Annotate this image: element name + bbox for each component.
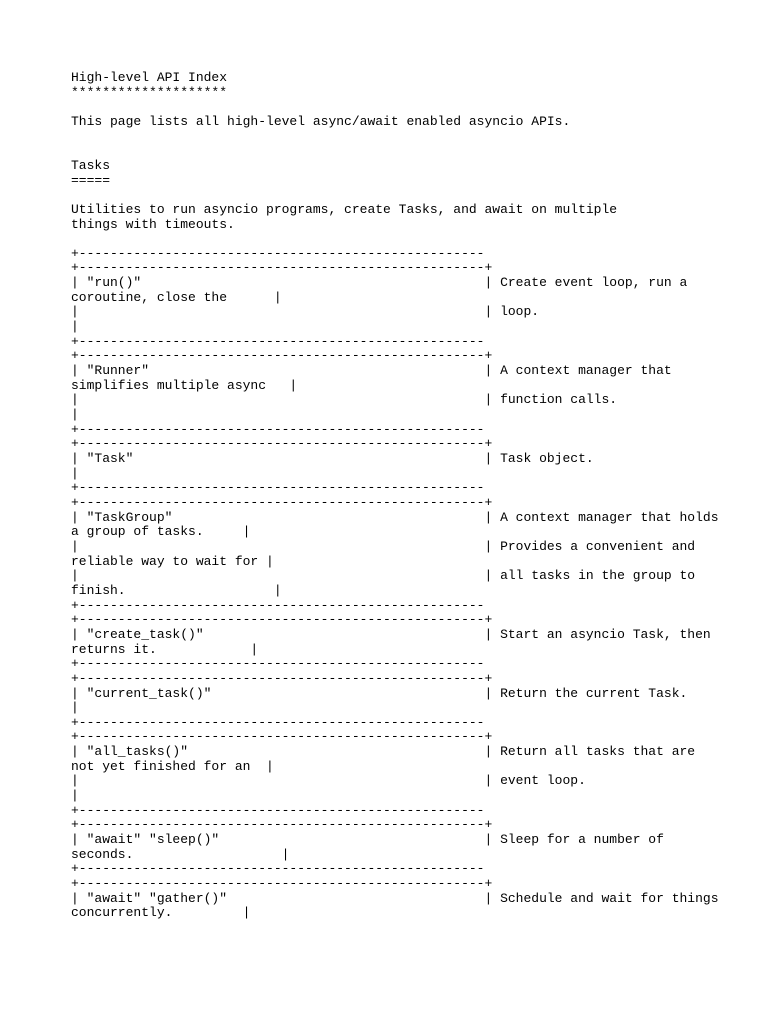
table-line: | — [71, 319, 79, 335]
table-line: simplifies multiple async | — [71, 377, 298, 393]
table-line: | | Provides a convenient and — [71, 538, 696, 554]
table-line: +---------------------------------------------------- — [71, 421, 485, 437]
table-line: reliable way to wait for | — [71, 553, 274, 569]
table-line: | "Task" | Task object. — [71, 451, 594, 466]
table-line: +---------------------------------------------------- — [71, 802, 485, 818]
section-description-line: Utilities to run asyncio programs, create Tasks, and await on multiple — [71, 201, 618, 217]
table-line: | "run()" | Create event loop, run a — [71, 275, 688, 291]
table-line: | | event loop. — [71, 773, 586, 789]
page-title-underline: ******************** — [71, 84, 228, 100]
table-line: +---------------------------------------------------- — [71, 480, 485, 496]
table-line: +----------------------------------------------------+ — [71, 436, 493, 452]
table-line: concurrently. | — [71, 905, 251, 921]
table-line: +---------------------------------------------------- — [71, 714, 485, 730]
table-line: +----------------------------------------------------+ — [71, 494, 493, 510]
table-line: +---------------------------------------------------- — [71, 597, 485, 613]
table-line: +----------------------------------------------------+ — [71, 612, 493, 628]
table-line: +---------------------------------------------------- — [71, 245, 485, 261]
spacer — [71, 188, 731, 203]
table-line: +----------------------------------------------------+ — [71, 817, 493, 833]
table-line: +---------------------------------------------------- — [71, 333, 485, 349]
table-line: coroutine, close the | — [71, 289, 282, 305]
table-line: returns it. | — [71, 641, 259, 657]
document-page — [71, 71, 731, 921]
section-description-line: things with timeouts. — [71, 216, 235, 232]
spacer — [71, 100, 731, 115]
table-line: a group of tasks. | — [71, 524, 251, 540]
table-line: +---------------------------------------------------- — [71, 861, 485, 877]
table-line: +----------------------------------------------------+ — [71, 670, 493, 686]
table-line: | "current_task()" | Return the current Task. — [71, 685, 688, 701]
table-line: finish. | — [71, 582, 282, 598]
table-line: | | function calls. — [71, 392, 618, 408]
table-line: | "create_task()" | Start an asyncio Task, then — [71, 626, 711, 642]
table-line: | "TaskGroup" | A context manager that holds — [71, 509, 719, 525]
table-line: +----------------------------------------------------+ — [71, 348, 493, 364]
table-line: seconds. | — [71, 846, 290, 862]
table-line: not yet finished for an | — [71, 758, 274, 774]
table-line: +----------------------------------------------------+ — [71, 876, 493, 892]
table-line: | "await" "sleep()" | Sleep for a number of — [71, 832, 664, 848]
table-line: | — [71, 407, 79, 423]
section-heading: Tasks — [71, 157, 111, 173]
table-line: +----------------------------------------------------+ — [71, 729, 493, 745]
table-line: | "Runner" | A context manager that — [71, 363, 672, 379]
table-line: +---------------------------------------------------- — [71, 656, 485, 672]
intro-paragraph: This page lists all high-level async/await enabled asyncio APIs. — [71, 113, 571, 129]
table-line: | | all tasks in the group to — [71, 568, 696, 584]
section-heading-underline: ===== — [71, 172, 111, 188]
spacer — [71, 232, 731, 247]
table-line: +----------------------------------------------------+ — [71, 260, 493, 276]
table-line: | — [71, 788, 79, 804]
api-table — [71, 247, 731, 921]
table-line: | — [71, 465, 79, 481]
table-line: | — [71, 700, 79, 716]
table-line: | "all_tasks()" | Return all tasks that are — [71, 744, 696, 760]
table-line: | | loop. — [71, 304, 540, 320]
table-line: | "await" "gather()" | Schedule and wait for things — [71, 890, 719, 906]
page-title: High-level API Index — [71, 70, 228, 85]
spacer — [71, 130, 731, 159]
